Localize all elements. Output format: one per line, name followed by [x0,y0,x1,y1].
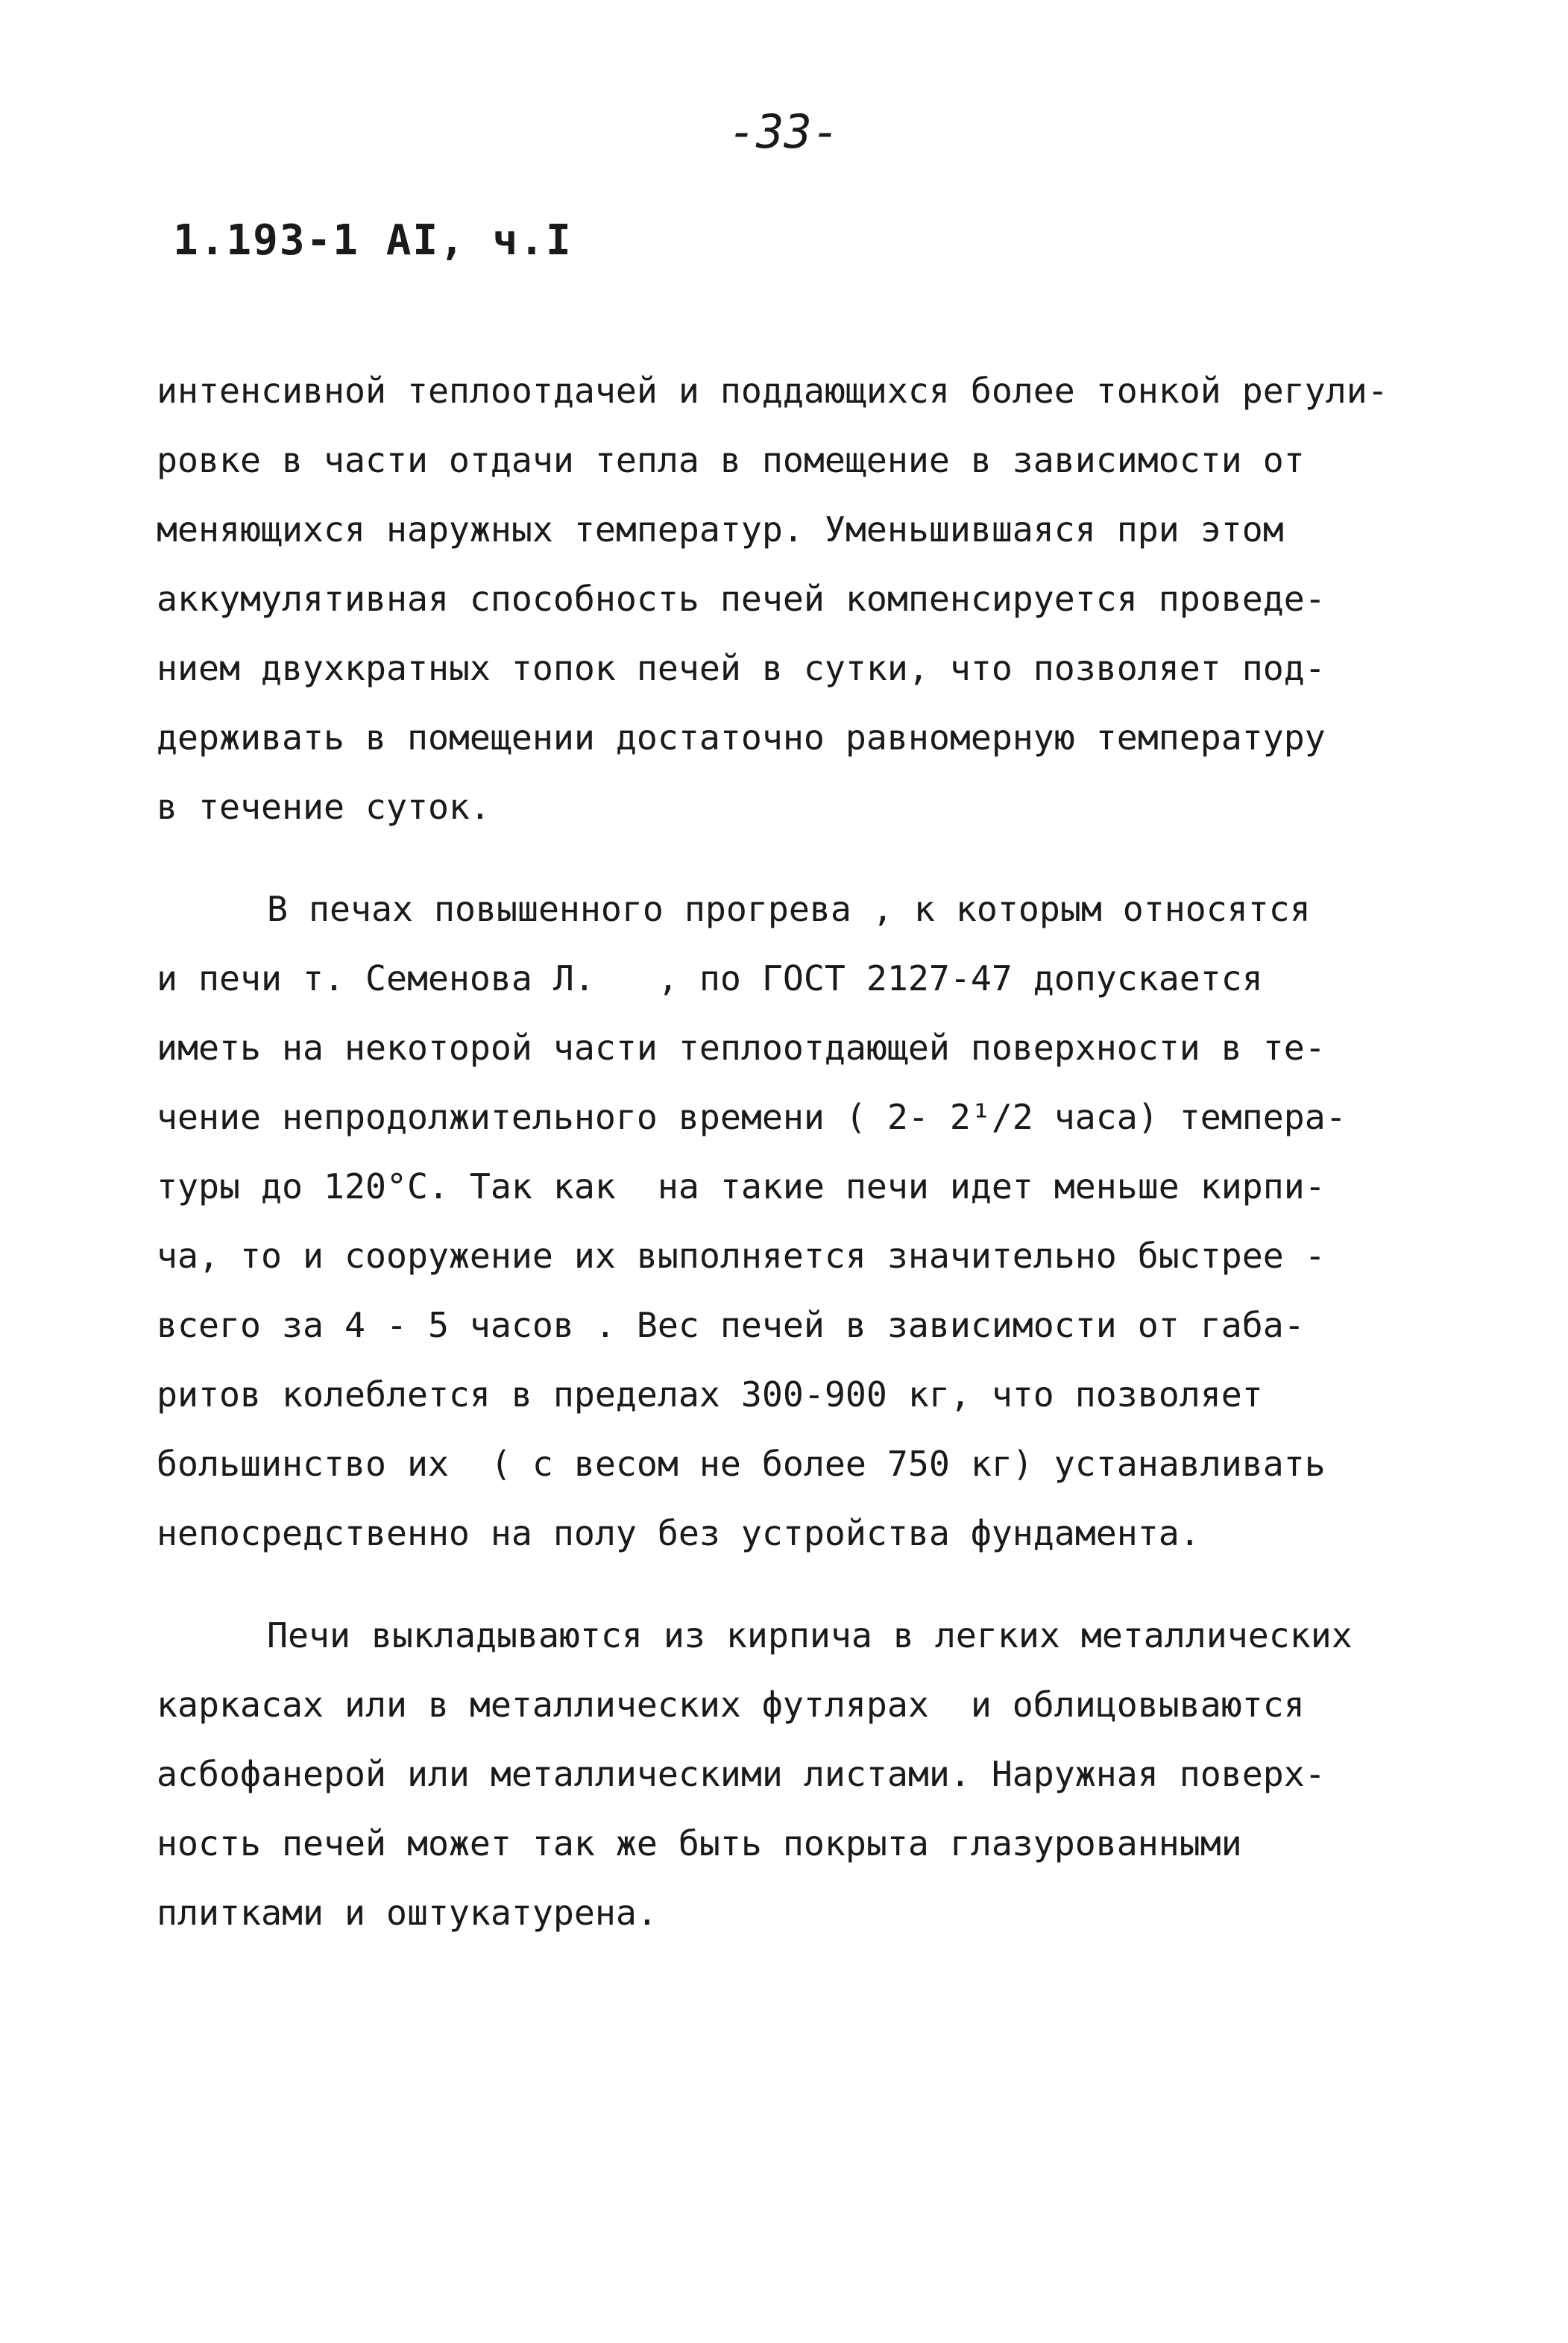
paragraph-2 [157,875,1439,1568]
text-line: ность печей может так же быть покрыта глазурованными [157,1823,1242,1864]
text-line: непосредственно на полу без устройства фундамента. [157,1513,1200,1553]
text-line: каркасах или в металлических футлярах и облицовываются [157,1685,1305,1725]
text-line: аккумулятивная способность печей компенсируется проведе- [157,579,1326,619]
text-line: интенсивной теплоотдачей и поддающихся более тонкой регули- [157,371,1388,411]
paragraph-gap [157,1568,1439,1601]
text-line: большинство их ( с весом не более 750 кг) устанавливать [157,1444,1326,1484]
text-line: держивать в помещении достаточно равномерную температуру [157,717,1326,758]
text-line: меняющихся наружных температур. Уменьшившаяся при этом [157,509,1284,550]
document-body [157,356,1439,1948]
text-line: туры до 120°С. Так как на такие печи идет меньше кирпи- [157,1166,1326,1207]
page-number: -33- [728,104,840,159]
paragraph-3 [157,1601,1439,1948]
text-line: и печи т. Семенова Л. , по ГОСТ 2127-47 допускается [157,958,1263,998]
text-line: нием двухкратных топок печей в сутки, что позволяет под- [157,648,1326,688]
paragraph-gap [157,842,1439,875]
text-line: В печах повышенного прогрева , к которым относятся [267,889,1311,929]
text-line: ровке в части отдачи тепла в помещение в зависимости от [157,440,1305,480]
text-line: в течение суток. [157,787,491,827]
text-line: асбофанерой или металлическими листами. Наружная поверх- [157,1754,1326,1794]
paragraph-1 [157,356,1439,842]
document-code: 1.193-1 AI, ч.I [173,216,573,265]
text-line: всего за 4 - 5 часов . Вес печей в зависимости от габа- [157,1305,1305,1345]
text-line: иметь на некоторой части теплоотдающей поверхности в те- [157,1028,1326,1068]
text-line: ритов колеблется в пределах 300-900 кг, что позволяет [157,1374,1263,1415]
text-line: чение непродолжительного времени ( 2- 2¹/2 часа) темпера- [157,1097,1347,1137]
text-line: плитками и оштукатурена. [157,1893,658,1933]
text-line: ча, то и сооружение их выполняется значительно быстрее - [157,1236,1326,1276]
text-line: Печи выкладываются из кирпича в легких металлических [267,1615,1353,1655]
